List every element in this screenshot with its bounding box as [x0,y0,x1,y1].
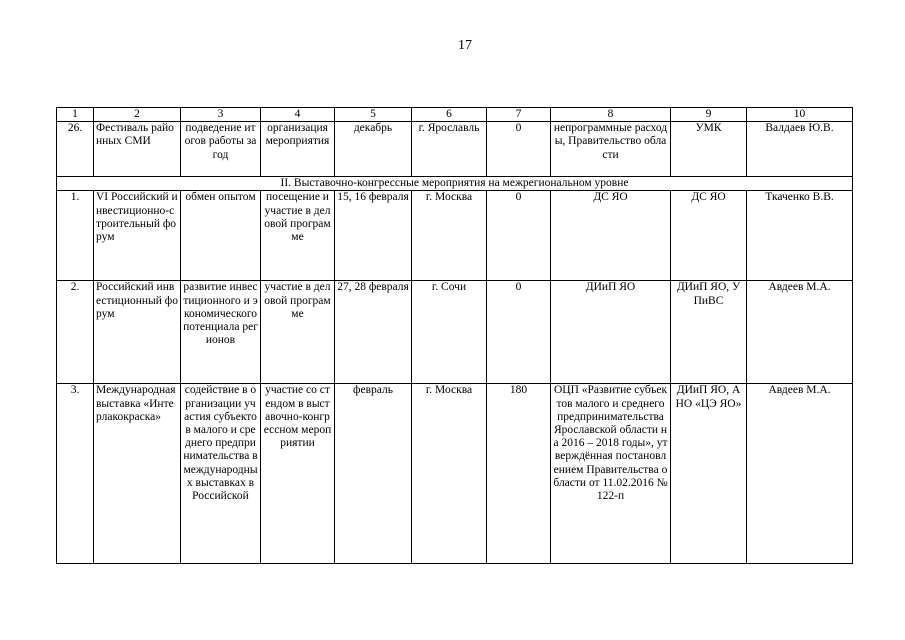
table-row [57,122,853,177]
event-place: г. Ярославль [412,122,487,177]
event-place: г. Сочи [412,281,487,384]
event-place: г. Москва [412,384,487,564]
column-header: 9 [671,108,747,122]
event-date: февраль [335,384,412,564]
table-row [57,281,853,384]
section-heading-row [57,177,853,191]
event-name: Фестиваль районных СМИ [94,122,181,177]
responsible-body: ДС ЯО [671,191,747,281]
column-header: 7 [487,108,551,122]
table-row [57,191,853,281]
event-date: 27, 28 февраля [335,281,412,384]
responsible-body: УМК [671,122,747,177]
column-header: 2 [94,108,181,122]
column-header: 8 [551,108,671,122]
funding-source: ДС ЯО [551,191,671,281]
event-cost: 0 [487,281,551,384]
event-date: 15, 16 февраля [335,191,412,281]
column-header: 1 [57,108,94,122]
event-name: Международная выставка «Интерлакокраска» [94,384,181,564]
events-table [56,107,853,564]
row-number: 1. [57,191,94,281]
column-header: 10 [747,108,853,122]
responsible-body: ДИиП ЯО, АНО «ЦЭ ЯО» [671,384,747,564]
row-number: 3. [57,384,94,564]
event-form: участие со стендом в выставочно-конгрессном мероприятии [261,384,335,564]
funding-source: ОЦП «Развитие субъектов малого и среднего предпринимательства Ярославской области на 2016 – 2018 годы», утверждённая постановлением Правительства области от 11.02.2016 № 122-п [551,384,671,564]
responsible-person: Ткаченко В.В. [747,191,853,281]
responsible-body: ДИиП ЯО, УПиВС [671,281,747,384]
event-date: декабрь [335,122,412,177]
event-name: VI Российский инвестиционно-строительный форум [94,191,181,281]
event-form: посещение и участие в деловой программе [261,191,335,281]
column-header: 3 [181,108,261,122]
event-form: участие в деловой программе [261,281,335,384]
event-cost: 180 [487,384,551,564]
responsible-person: Авдеев М.А. [747,281,853,384]
column-header: 4 [261,108,335,122]
event-name: Российский инвестиционный форум [94,281,181,384]
event-cost: 0 [487,122,551,177]
table-row [57,384,853,564]
event-goal: развитие инвестиционного и экономического потенциала регионов [181,281,261,384]
responsible-person: Авдеев М.А. [747,384,853,564]
funding-source: непрограммные расходы, Правительство области [551,122,671,177]
event-goal: содействие в организации участия субъектов малого и среднего предпринимательства в международных выставках в Российской [181,384,261,564]
event-cost: 0 [487,191,551,281]
responsible-person: Валдаев Ю.В. [747,122,853,177]
row-number: 26. [57,122,94,177]
section-title: II. Выставочно-конгрессные мероприятия на межрегиональном уровне [57,177,853,191]
page-number: 17 [458,38,472,53]
funding-source: ДИиП ЯО [551,281,671,384]
column-header: 5 [335,108,412,122]
event-form: организация мероприятия [261,122,335,177]
row-number: 2. [57,281,94,384]
event-goal: обмен опытом [181,191,261,281]
event-goal: подведение итогов работы за год [181,122,261,177]
event-place: г. Москва [412,191,487,281]
column-number-row [57,108,853,122]
column-header: 6 [412,108,487,122]
